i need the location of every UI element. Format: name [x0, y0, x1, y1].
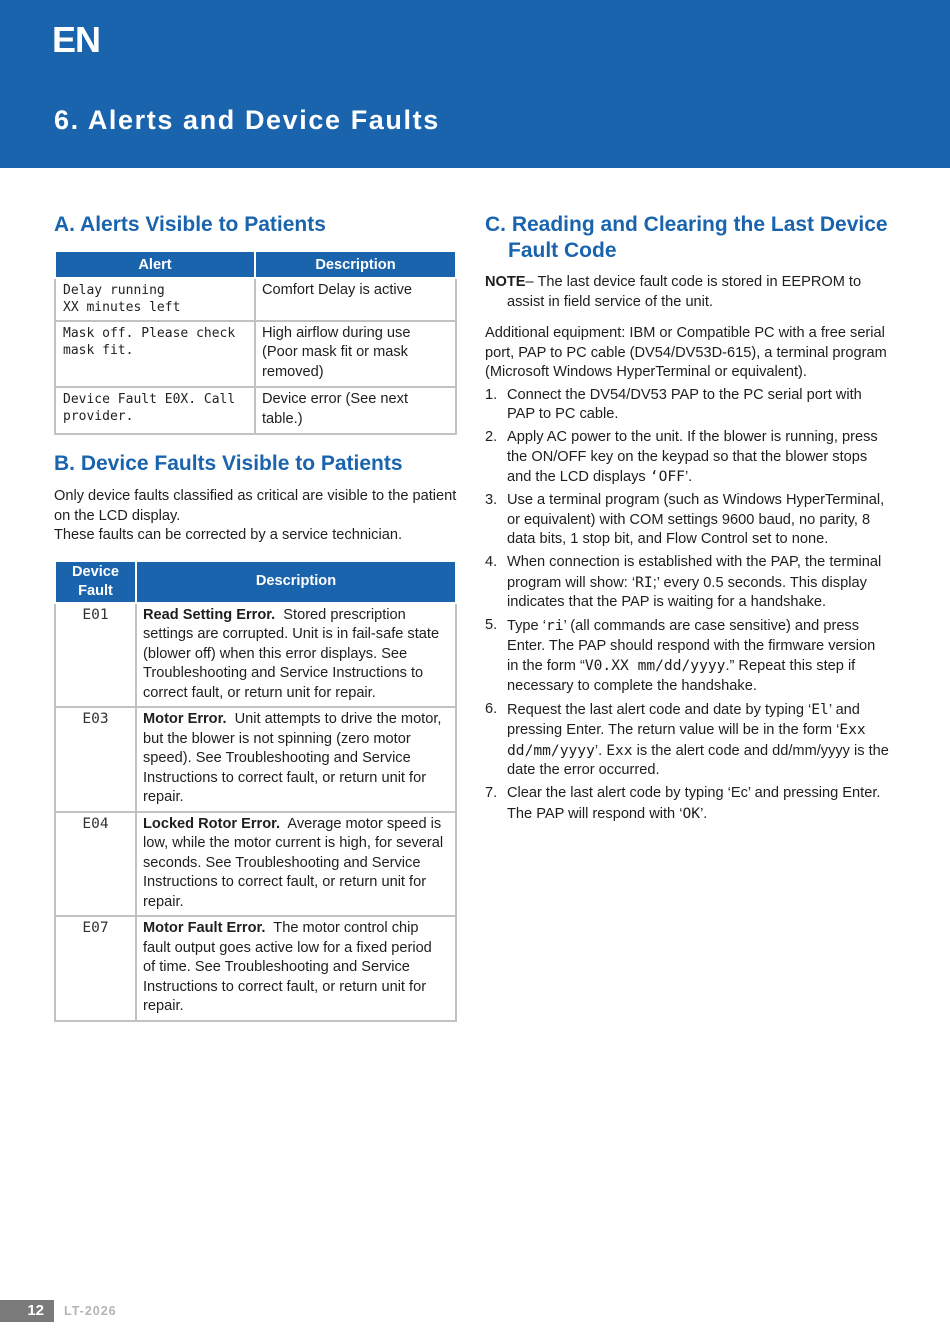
right-column: [485, 212, 890, 828]
fault-description: [136, 916, 456, 1021]
fault-description: [136, 812, 456, 917]
language-label: EN: [52, 19, 101, 60]
step-text: Clear the last alert code by typing ‘Ec’ and pressing Enter. The PAP will respond with ‘: [507, 785, 881, 822]
alert-message: [55, 321, 255, 388]
alert-message: [55, 387, 255, 434]
list-item: [485, 700, 890, 781]
equipment-text: Additional equipment: IBM or Compatible PC with a free serial port, PAP to PC cable (DV54/DV53D-615), a terminal program (Microsoft Windows HyperTerminal or equivalent).: [485, 325, 887, 380]
device-faults-table: [54, 560, 457, 1022]
step-text: Apply AC power to the unit. If the blower is running, press the ON/OFF key on the keypad so that the blower stops and the LCD displays: [507, 429, 878, 485]
step-number: 5.: [485, 617, 498, 633]
steps-list: [485, 386, 890, 825]
table-row: [55, 812, 456, 917]
section-b-intro: [54, 487, 457, 546]
fault-code: E01: [55, 603, 136, 708]
step-text-mid: ’ and pressing Enter. The return value will be in the form ‘: [507, 701, 860, 738]
table-row: [55, 387, 456, 434]
fault-title: Locked Rotor Error.: [143, 815, 281, 832]
alert-description: Device error (See next table.): [255, 387, 456, 434]
fault-text: Unit attempts to drive the motor, but the blower is not spinning (zero motor speed). See Troubleshooting and Service Instructions to correct fault, or return unit for repair.: [143, 711, 442, 805]
step-text: Type ‘: [507, 618, 546, 634]
list-item: [485, 553, 890, 613]
table-header-row: [55, 251, 456, 278]
page-number: 12: [0, 1300, 54, 1322]
step-text: Request the last alert code and date by typing ‘: [507, 701, 812, 718]
list-item: [485, 491, 890, 550]
step-number: 1.: [485, 386, 498, 403]
fault-title: Read Setting Error.: [143, 606, 276, 623]
return-format: Exx dd/mm/yyyy: [507, 721, 866, 759]
fault-text: Average motor speed is low, while the motor current is high, for several seconds. See Troubleshooting and Service Instructions to correct fault, or return unit for repair.: [143, 815, 444, 910]
fault-code: E07: [55, 916, 136, 1021]
section-a-heading: A. Alerts Visible to Patients: [54, 213, 326, 236]
fault-code: E03: [55, 707, 136, 812]
terminal-response: OK: [682, 804, 701, 822]
alert-text: Mask off. Please check mask fit.: [63, 325, 236, 358]
step-text: Use a terminal program (such as Windows HyperTerminal, or equivalent) with COM settings 9600 baud, no parity, 8 data bits, 1 stop bit, and Flow Control set to none.: [507, 492, 885, 547]
fault-title: Motor Fault Error.: [143, 920, 266, 936]
list-item: [485, 428, 890, 488]
alert-message: [55, 278, 255, 321]
step-text: When connection is established with the PAP, the terminal program will show: ‘: [507, 554, 882, 591]
table-row: [55, 603, 456, 708]
list-item: [485, 616, 890, 696]
terminal-command: ri: [545, 617, 564, 634]
alerts-table: [54, 250, 457, 435]
step-text-mid2: ’.: [594, 742, 607, 759]
note-label: NOTE: [485, 274, 526, 290]
step-number: 7.: [485, 785, 498, 801]
step-text-mid: ’ (all commands are case sensitive) and press Enter. The PAP should respond with the firmware version in the form “: [507, 618, 876, 674]
column-header-alert: Alert: [55, 251, 255, 278]
page-title: 6. Alerts and Device Faults: [54, 105, 440, 135]
list-item: [485, 386, 890, 425]
step-number: 3.: [485, 492, 498, 508]
note-text: – The last device fault code is stored in EEPROM to assist in field service of the unit.: [507, 274, 862, 310]
fault-text: The motor control chip fault output goes active low for a fixed period of time. See Troubleshooting and Service Instructions to correct fault, or return unit for repair.: [143, 920, 432, 1014]
left-column: [54, 212, 457, 1022]
step-text-end: is the alert code and dd/mm/yyyy is the date the error occurred.: [507, 742, 889, 778]
list-item: [485, 784, 890, 824]
section-b-heading: B. Device Faults Visible to Patients: [54, 452, 403, 475]
column-header-description: Description: [255, 251, 456, 278]
step-text: Connect the DV54/DV53 PAP to the PC serial port with PAP to PC cable.: [507, 386, 862, 422]
alert-description: High airflow during use (Poor mask fit or mask removed): [255, 321, 456, 388]
step-text-end: .” Repeat this step if necessary to complete the handshake.: [507, 658, 856, 694]
fault-text: Stored prescription settings are corrupted. Unit is in fail-safe state (blower off) when this error displays. See Troubleshooting and Service Instructions to correct fault, or return unit for repair.: [143, 606, 440, 701]
terminal-code: RI: [635, 573, 653, 591]
column-header-description: Description: [136, 561, 456, 603]
fault-code: E04: [55, 812, 136, 917]
alert-description: Comfort Delay is active: [255, 278, 456, 321]
alert-text: Device Fault E0X. Call provider.: [63, 392, 236, 424]
note: [485, 273, 890, 312]
intro-text-2: These faults can be corrected by a service technician.: [54, 527, 402, 543]
step-text-end: ;’ every 0.5 seconds. This display indicates that the PAP is waiting for a handshake.: [507, 574, 867, 610]
table-row: [55, 916, 456, 1021]
table-row: [55, 278, 456, 321]
fault-description: [136, 603, 456, 708]
table-row: [55, 707, 456, 812]
alert-code-format: Exx: [606, 741, 633, 759]
terminal-command: El: [811, 700, 829, 718]
lcd-display-text: ‘OFF: [649, 468, 685, 485]
firmware-format: V0.XX mm/dd/yyyy: [584, 657, 726, 674]
section-c-heading: C. Reading and Clearing the Last Device Fault Code: [485, 213, 888, 262]
step-text-end: ’.: [684, 469, 693, 485]
step-number: 4.: [485, 554, 498, 570]
step-text-end: ’.: [700, 805, 708, 822]
step-number: 2.: [485, 429, 498, 445]
alert-text: Delay running XX minutes left: [63, 282, 181, 315]
table-row: [55, 321, 456, 388]
fault-title: Motor Error.: [143, 711, 227, 727]
table-header-row: [55, 561, 456, 603]
step-number: 6.: [485, 700, 498, 717]
fault-description: [136, 707, 456, 812]
document-code: LT-2026: [64, 1304, 117, 1318]
page-header: [0, 0, 950, 168]
column-header-device-fault: Device Fault: [55, 561, 136, 603]
intro-text-1: Only device faults classified as critical are visible to the patient on the LCD display.: [54, 488, 457, 524]
